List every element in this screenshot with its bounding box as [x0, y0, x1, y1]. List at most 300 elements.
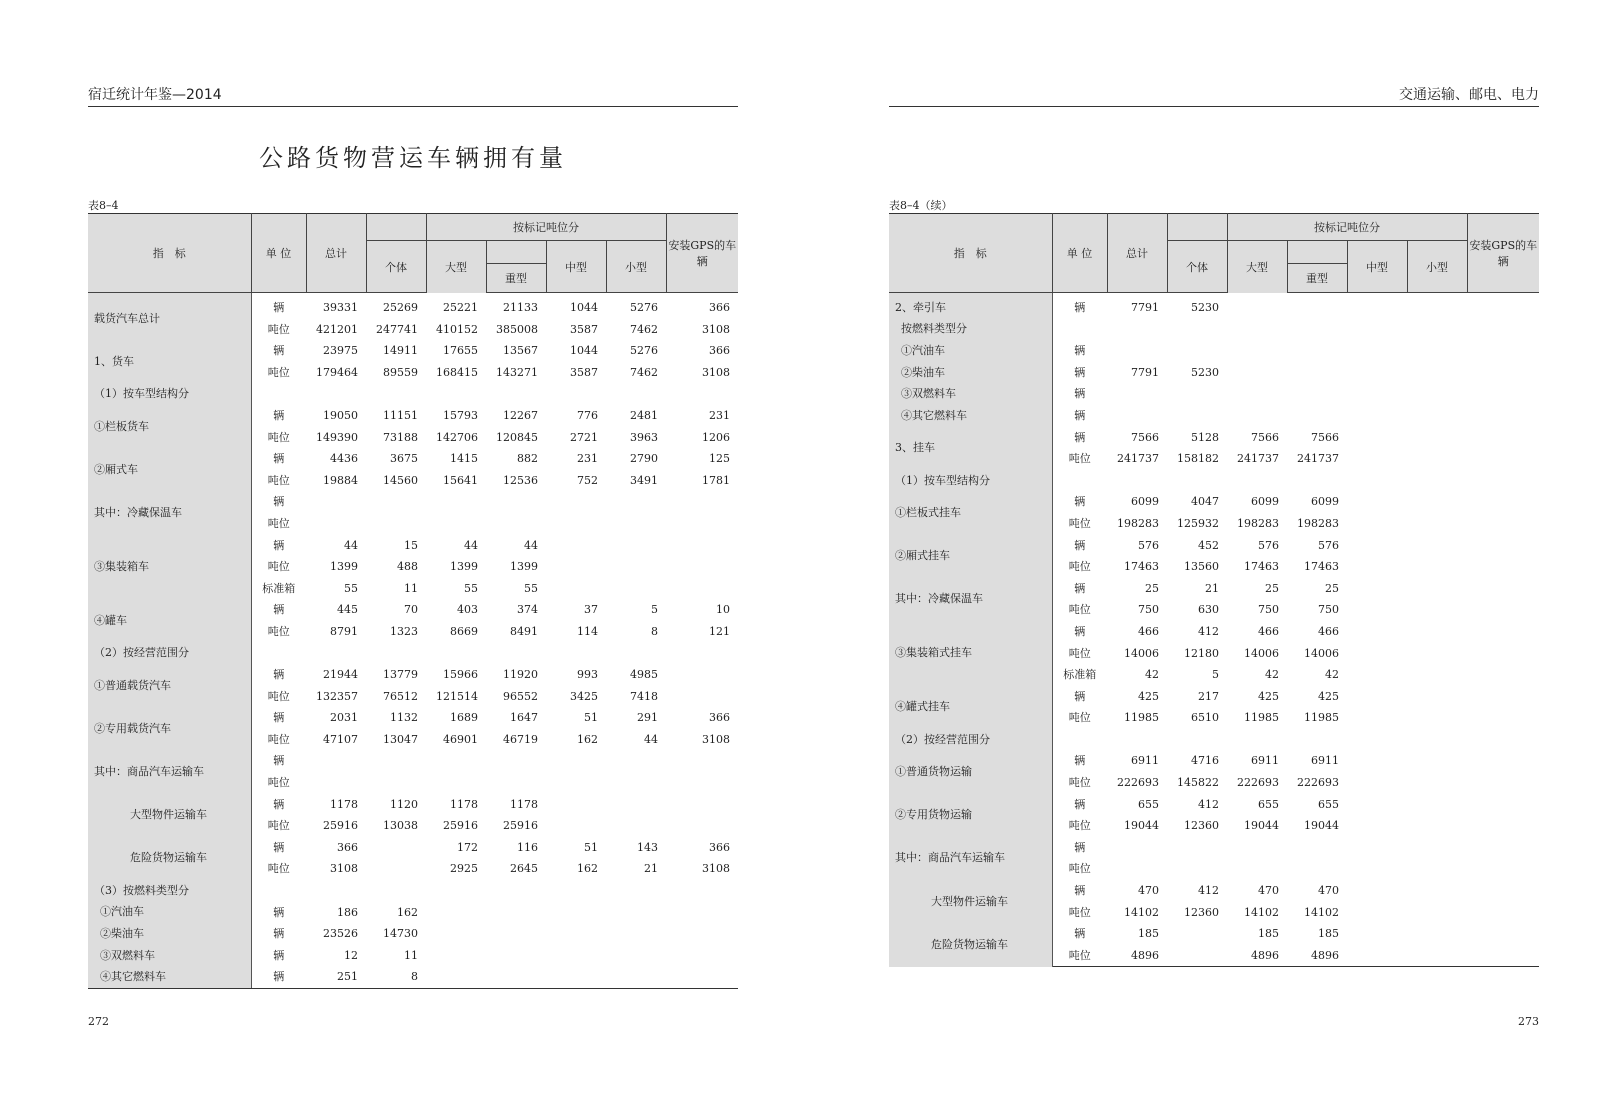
value-cell: 412	[1198, 797, 1219, 811]
value-cell: 149390	[316, 430, 358, 444]
value-cell	[366, 643, 426, 665]
row-label: 大型物件运输车	[889, 880, 1052, 923]
row-label: ②厢式挂车	[889, 535, 1052, 578]
value-cell	[1407, 621, 1467, 643]
value-cell	[1407, 293, 1467, 319]
value-cell	[1467, 470, 1539, 492]
row-label: （1）按车型结构分	[88, 383, 251, 405]
unit-cell: 吨位	[267, 819, 290, 833]
row-label: （2）按经营范围分	[88, 643, 251, 665]
value-cell: 241737	[1297, 452, 1339, 466]
value-cell: 231	[577, 452, 598, 466]
value-cell	[1407, 880, 1467, 902]
value-cell: 14006	[1124, 646, 1159, 660]
unit-cell: 辆	[273, 301, 285, 314]
value-cell	[546, 923, 606, 945]
value-cell: 11985	[1244, 711, 1279, 725]
value-cell: 231	[709, 408, 730, 422]
value-cell: 23526	[323, 927, 358, 941]
value-cell: 121	[709, 624, 730, 638]
value-cell: 42	[1265, 668, 1279, 682]
value-cell: 143271	[496, 365, 538, 379]
value-cell	[546, 383, 606, 405]
unit-cell: 吨位	[267, 322, 290, 336]
unit-cell: 辆	[1074, 884, 1086, 898]
value-cell: 630	[1198, 603, 1219, 617]
unit-cell: 辆	[273, 840, 285, 854]
value-cell	[546, 966, 606, 988]
value-cell	[666, 686, 738, 708]
value-cell: 19044	[1124, 819, 1159, 833]
value-cell: 470	[1138, 884, 1159, 898]
value-cell	[426, 902, 486, 924]
left-page	[88, 0, 738, 1099]
value-cell: 2790	[630, 452, 658, 466]
running-head-right: 交通运输、邮电、电力	[889, 86, 1539, 107]
value-cell: 1044	[570, 344, 598, 358]
value-cell	[1407, 772, 1467, 794]
table-row	[889, 621, 1539, 643]
value-cell	[666, 664, 738, 686]
value-cell: 12360	[1184, 819, 1219, 833]
value-cell: 385008	[496, 322, 538, 336]
value-cell	[366, 513, 426, 535]
header-small: 小型	[606, 241, 666, 293]
value-cell: 15793	[443, 408, 478, 422]
value-cell: 17463	[1124, 560, 1159, 574]
header-total: 总计	[1107, 214, 1167, 293]
value-cell	[1287, 405, 1347, 427]
value-cell: 21133	[503, 301, 538, 314]
value-cell	[1467, 362, 1539, 384]
header-heavy: 重型	[486, 264, 546, 293]
value-cell	[1467, 815, 1539, 837]
value-cell	[606, 880, 666, 902]
value-cell	[1227, 837, 1287, 859]
value-cell: 125932	[1177, 516, 1219, 530]
value-cell: 217	[1198, 689, 1219, 703]
value-cell	[666, 578, 738, 600]
value-cell	[486, 902, 546, 924]
value-cell: 125	[709, 452, 730, 466]
value-cell	[1347, 319, 1407, 341]
header-small: 小型	[1407, 241, 1467, 293]
value-cell	[1347, 945, 1407, 967]
value-cell	[1407, 405, 1467, 427]
header-individual: 个体	[366, 241, 426, 293]
value-cell: 470	[1318, 884, 1339, 898]
value-cell	[1287, 319, 1347, 341]
value-cell: 8791	[330, 624, 358, 638]
value-cell	[1287, 858, 1347, 880]
value-cell	[486, 513, 546, 535]
page-number-right: 273	[1518, 1015, 1539, 1028]
row-label: ④罐车	[88, 599, 251, 642]
table-row	[88, 945, 738, 967]
value-cell: 143	[637, 840, 658, 854]
value-cell: 576	[1138, 538, 1159, 552]
value-cell	[546, 513, 606, 535]
value-cell: 655	[1258, 797, 1279, 811]
value-cell	[546, 945, 606, 967]
value-cell: 241737	[1237, 452, 1279, 466]
value-cell	[606, 513, 666, 535]
value-cell	[1467, 923, 1539, 945]
value-cell	[1347, 750, 1407, 772]
value-cell: 21	[644, 862, 658, 876]
value-cell	[1467, 858, 1539, 880]
value-cell	[1227, 319, 1287, 341]
unit-cell: 吨位	[1068, 711, 1091, 725]
value-cell	[666, 880, 738, 902]
value-cell: 145822	[1177, 776, 1219, 790]
row-label: ④其它燃料车	[889, 405, 1052, 427]
value-cell: 241737	[1117, 452, 1159, 466]
table-number-continued: 表8–4（续）	[889, 199, 953, 212]
value-cell: 17655	[443, 344, 478, 358]
unit-cell: 吨位	[267, 624, 290, 638]
value-cell	[666, 966, 738, 988]
value-cell: 3108	[702, 732, 730, 746]
value-cell: 185	[1318, 927, 1339, 941]
value-cell: 12536	[503, 473, 538, 487]
value-cell	[546, 556, 606, 578]
value-cell: 42	[1325, 668, 1339, 682]
value-cell	[1227, 293, 1287, 319]
value-cell	[486, 923, 546, 945]
value-cell	[1467, 945, 1539, 967]
value-cell: 14730	[383, 927, 418, 941]
value-cell: 4896	[1227, 945, 1287, 967]
value-cell: 5276	[630, 301, 658, 314]
unit-cell: 标准箱	[262, 581, 296, 595]
unit-cell: 吨位	[1068, 516, 1091, 530]
value-cell: 366	[709, 840, 730, 854]
right-page	[889, 0, 1539, 1099]
value-cell	[546, 491, 606, 513]
value-cell: 19044	[1304, 819, 1339, 833]
row-label: ③双燃料车	[889, 383, 1052, 405]
value-cell	[426, 513, 486, 535]
value-cell	[366, 858, 426, 880]
value-cell: 421201	[316, 322, 358, 336]
value-cell: 750	[1258, 603, 1279, 617]
value-cell: 172	[457, 840, 478, 854]
value-cell	[1227, 729, 1287, 751]
value-cell	[606, 643, 666, 665]
unit-cell: 吨位	[267, 732, 290, 746]
value-cell	[1407, 448, 1467, 470]
table-row	[889, 340, 1539, 362]
value-cell	[666, 945, 738, 967]
value-cell: 374	[517, 603, 538, 617]
value-cell: 1132	[390, 711, 418, 725]
value-cell	[1227, 362, 1287, 384]
unit-cell	[1052, 729, 1107, 751]
value-cell: 121514	[436, 689, 478, 703]
value-cell: 23975	[323, 344, 358, 358]
value-cell	[606, 794, 666, 816]
value-cell	[1467, 750, 1539, 772]
value-cell: 410152	[436, 322, 478, 336]
unit-cell: 辆	[1074, 797, 1086, 811]
unit-cell: 吨位	[267, 473, 290, 487]
value-cell: 14102	[1244, 905, 1279, 919]
table-row	[88, 491, 738, 513]
row-label: ④罐式挂车	[889, 686, 1052, 729]
value-cell	[1287, 362, 1347, 384]
value-cell	[666, 556, 738, 578]
value-cell	[366, 837, 426, 859]
value-cell	[666, 535, 738, 557]
value-cell	[1407, 837, 1467, 859]
value-cell	[1287, 293, 1347, 319]
unit-cell: 辆	[273, 797, 285, 811]
value-cell: 776	[577, 408, 598, 422]
value-cell	[606, 966, 666, 988]
value-cell: 655	[1138, 797, 1159, 811]
value-cell: 120845	[496, 430, 538, 444]
row-label: ②专用货物运输	[889, 794, 1052, 837]
value-cell	[1167, 340, 1227, 362]
value-cell	[1407, 664, 1467, 686]
value-cell: 1323	[390, 624, 418, 638]
value-cell: 2031	[330, 711, 358, 725]
value-cell	[1167, 405, 1227, 427]
row-label: （3）按燃料类型分	[88, 880, 251, 902]
value-cell: 7418	[630, 689, 658, 703]
value-cell: 466	[1138, 624, 1159, 638]
value-cell	[546, 772, 606, 794]
table-row	[889, 923, 1539, 945]
value-cell	[606, 902, 666, 924]
value-cell: 162	[577, 732, 598, 746]
value-cell: 70	[404, 603, 418, 617]
value-cell	[426, 383, 486, 405]
value-cell: 198283	[1117, 516, 1159, 530]
table-row	[88, 599, 738, 621]
value-cell	[1407, 383, 1467, 405]
value-cell	[426, 966, 486, 988]
value-cell: 17463	[1244, 560, 1279, 574]
running-head-left: 宿迁统计年鉴—2014	[88, 86, 738, 107]
value-cell	[1287, 383, 1347, 405]
table-row	[88, 340, 738, 362]
unit-cell: 辆	[251, 966, 306, 988]
value-cell: 46719	[503, 732, 538, 746]
value-cell	[426, 772, 486, 794]
value-cell: 7462	[630, 365, 658, 379]
value-cell	[1347, 470, 1407, 492]
value-cell: 15641	[443, 473, 478, 487]
unit-cell: 辆	[273, 495, 285, 509]
table-row	[889, 362, 1539, 384]
row-label: 大型物件运输车	[88, 794, 251, 837]
value-cell: 21	[1205, 581, 1219, 595]
value-cell	[486, 643, 546, 665]
table-row	[889, 427, 1539, 449]
unit-cell: 标准箱	[1063, 668, 1097, 682]
unit-cell: 吨位	[267, 516, 290, 530]
value-cell: 11985	[1304, 711, 1339, 725]
table-row	[88, 643, 738, 665]
value-cell	[486, 383, 546, 405]
value-cell	[1467, 599, 1539, 621]
value-cell: 7791	[1131, 301, 1159, 314]
value-cell: 14006	[1244, 646, 1279, 660]
value-cell	[666, 491, 738, 513]
value-cell	[1347, 880, 1407, 902]
value-cell	[546, 750, 606, 772]
value-cell: 466	[1318, 624, 1339, 638]
value-cell: 114	[577, 624, 598, 638]
table-row	[88, 880, 738, 902]
value-cell	[1107, 405, 1167, 427]
value-cell	[666, 794, 738, 816]
value-cell: 251	[306, 966, 366, 988]
value-cell: 5276	[630, 344, 658, 358]
header-by-tonnage: 按标记吨位分	[426, 214, 666, 241]
value-cell	[1347, 707, 1407, 729]
value-cell	[1407, 902, 1467, 924]
value-cell: 11	[404, 581, 418, 595]
value-cell: 14102	[1304, 905, 1339, 919]
value-cell	[1347, 599, 1407, 621]
value-cell	[1467, 491, 1539, 513]
row-label: ②柴油车	[889, 362, 1052, 384]
value-cell: 25	[1265, 581, 1279, 595]
value-cell: 39331	[323, 301, 358, 314]
unit-cell: 辆	[273, 668, 285, 682]
value-cell: 222693	[1117, 776, 1159, 790]
value-cell: 5128	[1191, 430, 1219, 444]
value-cell	[1287, 470, 1347, 492]
unit-cell: 吨位	[1068, 905, 1091, 919]
value-cell	[546, 535, 606, 557]
value-cell: 11985	[1124, 711, 1159, 725]
value-cell	[1467, 902, 1539, 924]
value-cell: 8491	[510, 624, 538, 638]
value-cell	[1347, 621, 1407, 643]
value-cell	[306, 750, 366, 772]
value-cell: 366	[709, 301, 730, 314]
unit-cell: 辆	[273, 927, 285, 941]
value-cell: 14560	[383, 473, 418, 487]
value-cell: 162	[577, 862, 598, 876]
value-cell	[546, 815, 606, 837]
header-unit: 单 位	[251, 214, 306, 293]
value-cell: 750	[1138, 603, 1159, 617]
value-cell	[1347, 293, 1407, 319]
value-cell: 116	[517, 840, 538, 854]
value-cell: 4047	[1191, 495, 1219, 509]
table-row	[889, 578, 1539, 600]
value-cell	[1287, 837, 1347, 859]
value-cell: 46901	[443, 732, 478, 746]
row-label: 2、牵引车	[889, 293, 1052, 319]
table-row	[889, 750, 1539, 772]
value-cell	[1407, 362, 1467, 384]
value-cell	[1467, 794, 1539, 816]
value-cell	[1347, 578, 1407, 600]
unit-cell	[251, 643, 306, 665]
unit-cell: 吨位	[1068, 646, 1091, 660]
value-cell	[1167, 837, 1227, 859]
value-cell: 452	[1198, 538, 1219, 552]
table-row	[88, 293, 738, 319]
value-cell: 19884	[323, 473, 358, 487]
value-cell	[1467, 405, 1539, 427]
row-label: 危险货物运输车	[88, 837, 251, 880]
unit-cell: 辆	[273, 538, 285, 552]
value-cell	[1467, 513, 1539, 535]
value-cell	[1107, 340, 1167, 362]
value-cell	[1167, 945, 1227, 967]
value-cell: 5230	[1191, 301, 1219, 314]
value-cell: 576	[1258, 538, 1279, 552]
row-label: ②厢式车	[88, 448, 251, 491]
value-cell: 14911	[383, 344, 418, 358]
value-cell	[426, 923, 486, 945]
value-cell	[1407, 707, 1467, 729]
row-label: ①汽油车	[889, 340, 1052, 362]
unit-cell: 辆	[1074, 301, 1086, 314]
value-cell	[1227, 470, 1287, 492]
value-cell	[1407, 578, 1467, 600]
value-cell	[486, 966, 546, 988]
value-cell	[1347, 405, 1407, 427]
unit-cell: 辆	[1074, 927, 1086, 941]
value-cell: 445	[337, 603, 358, 617]
unit-cell: 辆	[1074, 365, 1086, 379]
row-label: ②专用载货汽车	[88, 707, 251, 750]
table-row	[88, 448, 738, 470]
value-cell: 132357	[316, 689, 358, 703]
row-label: 其中：冷藏保温车	[88, 491, 251, 534]
value-cell	[1407, 556, 1467, 578]
value-cell: 7462	[630, 322, 658, 336]
value-cell	[1227, 340, 1287, 362]
value-cell	[1467, 578, 1539, 600]
value-cell: 14006	[1304, 646, 1339, 660]
value-cell: 4985	[630, 668, 658, 682]
value-cell: 198283	[1237, 516, 1279, 530]
header-individual: 个体	[1167, 241, 1227, 293]
value-cell: 19050	[323, 408, 358, 422]
value-cell	[306, 383, 366, 405]
data-table-right	[889, 213, 1539, 967]
value-cell	[1347, 383, 1407, 405]
row-label: ①汽油车	[88, 902, 251, 924]
value-cell: 412	[1198, 624, 1219, 638]
value-cell	[546, 880, 606, 902]
value-cell: 4896	[1287, 945, 1347, 967]
value-cell: 13779	[383, 668, 418, 682]
table-row	[889, 837, 1539, 859]
value-cell	[1407, 794, 1467, 816]
table-row	[88, 966, 738, 988]
value-cell	[1407, 750, 1467, 772]
unit-cell: 辆	[1074, 430, 1086, 444]
value-cell	[426, 643, 486, 665]
value-cell	[1347, 362, 1407, 384]
table-row	[889, 794, 1539, 816]
value-cell: 470	[1258, 884, 1279, 898]
value-cell	[666, 513, 738, 535]
value-cell	[1107, 729, 1167, 751]
row-label: （2）按经营范围分	[889, 729, 1052, 751]
value-cell	[1347, 815, 1407, 837]
